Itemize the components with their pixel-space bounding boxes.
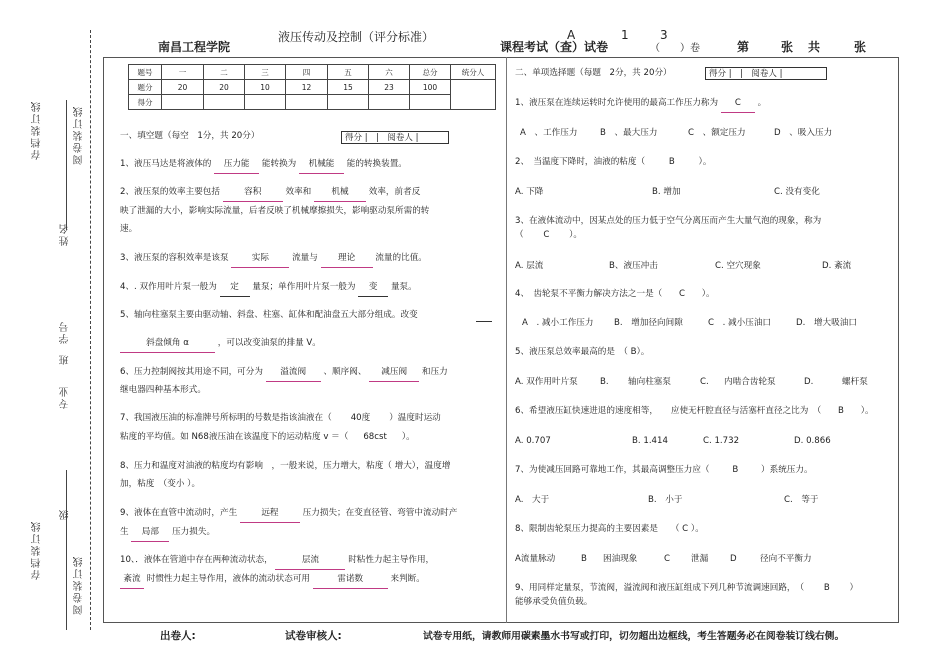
row-header-cell: 得分 [129,95,162,110]
earned-cell[interactable] [410,95,451,110]
answer-blank: 机械能 [299,156,344,174]
exam-title: 课程考试（查）试卷 [500,40,609,54]
major-label: 专业 [60,385,71,409]
score-row-points [129,80,496,95]
points-cell: 12 [286,80,328,95]
class-label: 班 [60,353,71,365]
archive-binding-label-top: 存档装订线 [32,100,43,160]
choice-5-option-d-text: 螺杆泵 [842,377,868,387]
answer-blank: 压力能 [214,156,259,174]
course-title: 液压传动及控制（评分标准） [278,30,435,44]
choice-3-option-b: B、液压冲击 [609,261,658,271]
choice-1-option-c: C 、额定压力 [688,128,746,138]
header-number-2: 3 [660,28,668,42]
fill-question-9-line2: 生 局部 压力损失。 [120,524,215,542]
binding-solid-line-top [66,100,67,230]
choice-4-option-d: D. 增大吸油口 [796,318,857,328]
choice-2-option-a: A. 下降 [515,187,544,197]
answer-blank: 层流 [275,552,345,570]
blank-line [476,321,492,322]
answer-blank: 局部 [131,524,169,542]
fill-question-8-line2: 加，粘度 （变小 ）。 [120,479,201,489]
choice-question-1: 1、液压泵在连续运转时允许使用的最高工作压力称为 C 。 [515,95,766,113]
binding-dashed-line [90,30,91,630]
answer-blank: 变 [358,279,388,297]
row-header-cell: 题号 [129,65,162,80]
choice-7-option-a: A. 大于 [515,495,550,505]
score-row-earned [129,95,496,110]
answer-blank: 远程 [240,505,300,523]
points-cell: 23 [369,80,410,95]
answer-blank: 实际 [231,250,289,268]
section2-score-box[interactable]: 得分 | | 阅卷人 | [705,67,827,80]
col-2: 二 [204,65,245,80]
choice-question-8: 8、限制齿轮泵压力提高的主要因素是 （ C ）。 [515,524,704,534]
paper-reviewer-label: 试卷审核人: [285,630,342,642]
answer-blank: 理论 [321,250,373,268]
points-cell: 10 [245,80,286,95]
score-table [128,64,496,110]
choice-5-option-c-text: 内啮合齿轮泵 [724,377,776,387]
col-4: 四 [286,65,328,80]
answer-blank: 定 [220,279,250,297]
choice-6-option-b: B. 1.414 [632,436,668,446]
col-5: 五 [328,65,369,80]
choice-7-option-b: B. 小于 [648,495,683,505]
choice-question-9: 9、用同样定量泵，节流阀，溢流阀和液压缸组成下列几种节流调速回路， （ B ） [515,583,859,593]
fill-question-5-line2: 斜盘倾角 α ，可以改变油泵的排量 V。 [120,335,321,353]
choice-question-6: 6、希望液压缸快速进退的速度相等， 应使无杆腔直径与活塞杆直径之比为 （ B ）。 [515,406,874,416]
choice-6-option-c: C. 1.732 [703,436,740,446]
school-name: 南昌工程学院 [158,40,231,54]
choice-8-option-c: C [664,554,671,564]
choice-5-option-b-text: 轴向柱塞泵 [628,377,671,387]
paper-volume: （ ）卷 [650,43,700,54]
fill-question-4: 4、. 双作用叶片泵一般为 定 量泵；单作用叶片泵一般为 变 量泵。 [120,279,417,297]
answer-blank: 机械 [314,184,366,202]
reviewer-cell[interactable] [451,80,496,110]
choice-6-option-a: A. 0.707 [515,436,551,446]
name-label: 姓名 [60,222,71,246]
choice-2-option-b: B. 增加 [652,187,681,197]
answer-blank: 溢流阀 [266,364,321,382]
section1-title: 一、填空题（每空 1分，共 20分） [120,131,260,141]
choice-8-option-a: A流量脉动 [515,554,556,564]
col-3: 三 [245,65,286,80]
choice-8-option-d-text: 径向不平衡力 [760,554,812,564]
points-cell: 20 [162,80,204,95]
reviewer-header: 统分人 [451,65,496,80]
choice-6-option-d: D. 0.866 [794,436,831,446]
fill-question-7: 7、我国液压油的标准牌号所标明的号数是指该油液在（ 40度 ）温度时运动 [120,413,441,423]
section1-score-box[interactable]: 得分 | | 阅卷人 | [341,131,449,144]
section2-title: 二、单项选择题（每题 2分，共 20分） [515,68,672,78]
answer-blank: 减压阀 [369,364,419,382]
paper-instructions: 试卷专用纸，请教师用碳素墨水书写或打印，切勿超出边框线，考生答题务必在阅卷装订线右侧。 [423,631,845,642]
points-cell: 15 [328,80,369,95]
fill-question-10: 10、．液体在管道中存在两种流动状态， 层流 时粘性力起主导作用， [120,552,434,570]
choice-4-option-c: C . 减小压油口 [708,318,772,328]
points-cell: 20 [204,80,245,95]
choice-5-option-d: D. [804,377,814,387]
earned-cell[interactable] [204,95,245,110]
choice-1-option-a: A 、工作压力 [520,128,578,138]
choice-question-4: 4、 齿轮泵不平衡力解决方法之一是（ C ）。 [515,289,715,299]
grading-binding-label-bottom: 阅卷装订线 [74,555,85,615]
points-cell: 100 [410,80,451,95]
choice-8-option-b: B [581,554,587,564]
fill-question-3: 3、液压泵的容积效率是该泵 实际 流量与 理论 流量的比值。 [120,250,427,268]
header-number-1: 1 [621,28,629,42]
fill-question-6-line2: 继电器四种基本形式。 [120,385,206,395]
answer-blank: 雷诺数 [313,571,388,589]
earned-cell[interactable] [286,95,328,110]
fill-question-2-line2: 映了泄漏的大小，影响实际流量，后者反映了机械摩擦损失，影响驱动泵所需的转 [120,206,430,216]
row-header-cell: 题分 [129,80,162,95]
choice-4-option-b: B. 增加径向间隙 [614,318,683,328]
col-total: 总分 [410,65,451,80]
choice-8-option-c-text: 泄漏 [691,554,709,564]
fill-question-7-line2: 粘度的平均值。如 N68液压油在该温度下的运动粘度 v ＝（ 68cst ）。 [120,432,415,442]
archive-binding-label-bottom: 存档装订线 [32,520,43,580]
grade-label: 级 [60,508,71,520]
page-zhang: 张 [781,40,794,54]
fill-question-10-line2: 紊流 时惯性力起主导作用，液体的流动状态可用 雷诺数 来判断。 [120,571,425,589]
answer-blank: 斜盘倾角 α [120,335,215,353]
column-divider [506,57,507,623]
fill-question-2: 2、液压泵的效率主要包括 容积 效率和 机械 效率，前者反 [120,184,420,202]
choice-3-option-d: D. 紊流 [822,261,852,271]
choice-3-option-c: C. 空穴现象 [715,261,761,271]
page-zhang-total: 张 [854,40,867,54]
earned-cell[interactable] [162,95,204,110]
col-6: 六 [369,65,410,80]
paper-setter-label: 出卷人: [160,630,196,642]
fill-question-2-line3: 速。 [120,224,138,234]
answer-blank: C [721,95,755,113]
choice-question-2: 2、 当温度下降时，油液的粘度（ B ）。 [515,157,712,167]
choice-question-3-line2: （ C ）。 [515,230,582,240]
choice-question-9-line2: 能够承受负值负载。 [515,597,593,607]
fill-question-9: 9、液体在直管中流动时，产生 远程 压力损失；在变直径管、弯管中流动时产 [120,505,457,523]
earned-cell[interactable] [369,95,410,110]
earned-cell[interactable] [245,95,286,110]
paper-type: A [567,28,576,42]
choice-5-option-a: A. 双作用叶片泵 [515,377,578,387]
choice-question-7: 7、为使减压回路可靠地工作，其最高调整压力应（ B ）系统压力。 [515,465,813,475]
grading-binding-label-top: 阅卷装订线 [74,105,85,165]
fill-question-6: 6、压力控制阀按其用途不同，可分为 溢流阀 、顺序阀、 减压阀 和压力 [120,364,448,382]
page-gong: 共 [808,40,821,54]
earned-cell[interactable] [328,95,369,110]
fill-question-8: 8、压力和温度对油液的粘度均有影响 ，一般来说，压力增大，粘度（ 增大），温度增 [120,461,451,471]
score-row-header [129,65,496,80]
answer-blank: 容积 [223,184,283,202]
choice-8-option-b-text: 困油现象 [603,554,638,564]
fill-question-5: 5、轴向柱塞泵主要由驱动轴、斜盘、柱塞、缸体和配油盘五大部分组成。改变 [120,310,418,320]
choice-2-option-c: C. 没有变化 [774,187,820,197]
choice-5-option-b: B. [600,377,609,387]
answer-blank: 紊流 [120,571,144,589]
choice-7-option-c: C. 等于 [784,495,819,505]
col-1: 一 [162,65,204,80]
student-id-label: 学号 [60,320,71,344]
choice-1-option-b: B 、最大压力 [600,128,658,138]
choice-1-option-d: D 、吸入压力 [774,128,833,138]
binding-solid-line-bottom [66,470,67,630]
choice-question-3: 3、在液体流动中，因某点处的压力低于空气分离压而产生大量气泡的现象，称为 [515,216,822,226]
choice-8-option-d: D [730,554,737,564]
choice-4-option-a: A . 减小工作压力 [522,318,594,328]
page-di: 第 [737,40,750,54]
fill-question-1: 1、液压马达是将液体的 压力能 能转换为 机械能 能的转换装置。 [120,156,407,174]
choice-question-5: 5、液压泵总效率最高的是 （ B）。 [515,347,650,357]
choice-3-option-a: A. 层流 [515,261,544,271]
choice-5-option-c: C. [700,377,709,387]
